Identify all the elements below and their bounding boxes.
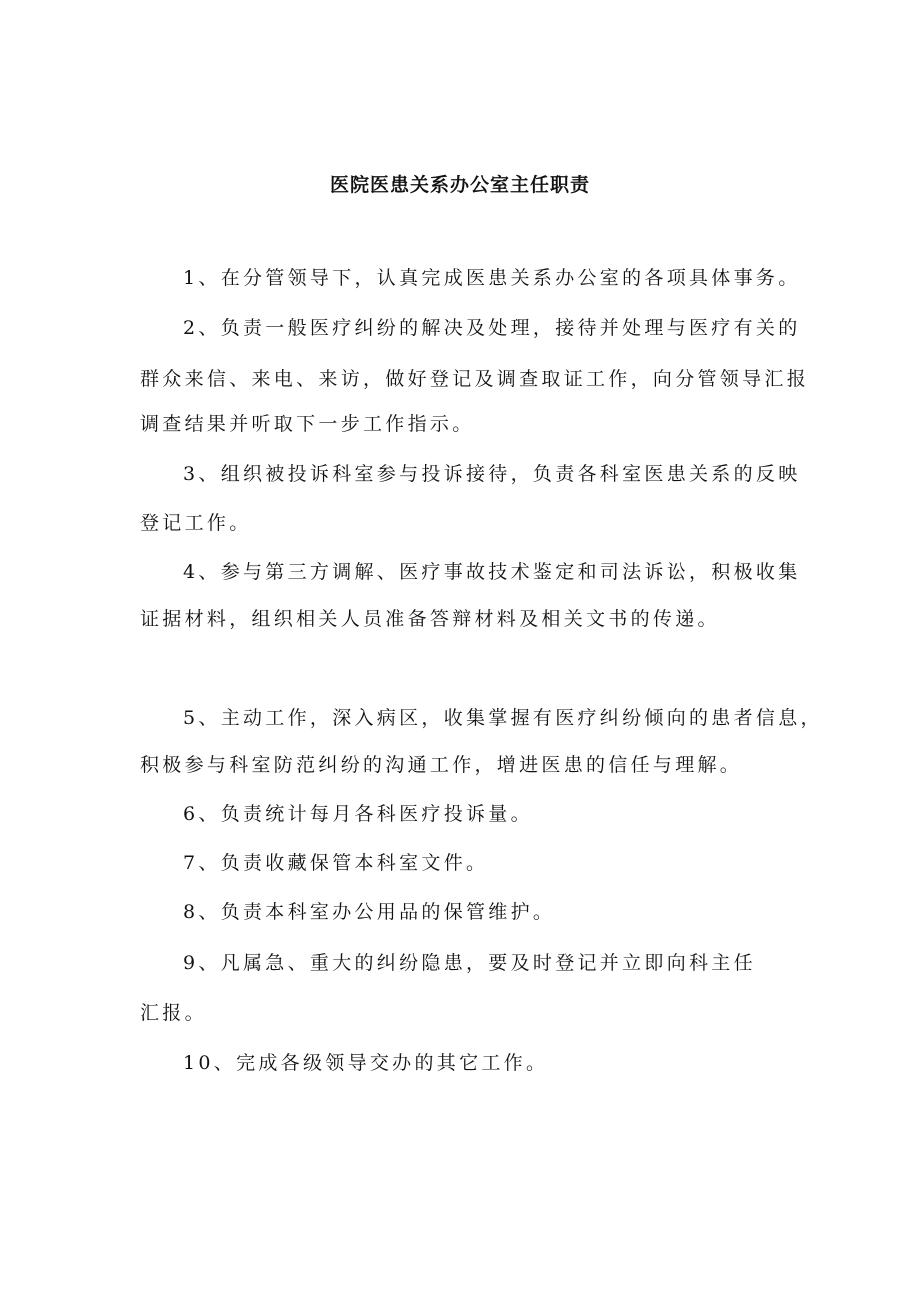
duty-item-3: 3、组织被投诉科室参与投诉接待，负责各科室医患关系的反映 — [183, 463, 801, 485]
duty-item-2: 2、负责一般医疗纠纷的解决及处理，接待并处理与医疗有关的 — [183, 317, 801, 339]
duty-item-7: 7、负责收藏保管本科室文件。 — [183, 852, 489, 874]
duty-item-3-cont: 登记工作。 — [140, 512, 252, 534]
duty-item-6: 6、负责统计每月各科医疗投诉量。 — [183, 803, 533, 825]
duty-item-9: 9、凡属急、重大的纠纷隐患，要及时登记并立即向科主任 — [183, 952, 756, 974]
duty-item-5: 5、主动工作，深入病区，收集掌握有医疗纠纷倾向的患者信息， — [183, 707, 823, 729]
duty-item-4: 4、参与第三方调解、医疗事故技术鉴定和司法诉讼，积极收集 — [183, 561, 801, 583]
duty-item-2-cont-2: 调查结果并听取下一步工作指示。 — [140, 413, 475, 435]
duty-item-9-cont: 汇报。 — [140, 1002, 207, 1024]
duty-item-5-cont: 积极参与科室防范纠纷的沟通工作，增进医患的信任与理解。 — [140, 754, 743, 776]
duty-item-2-cont-1: 群众来信、来电、来访，做好登记及调查取证工作，向分管领导汇报 — [140, 368, 810, 390]
duty-item-10: 10、完成各级领导交办的其它工作。 — [183, 1052, 549, 1074]
duty-item-1: 1、在分管领导下，认真完成医患关系办公室的各项具体事务。 — [183, 267, 801, 289]
duty-item-4-cont: 证据材料，组织相关人员准备答辩材料及相关文书的传递。 — [140, 608, 720, 630]
document-title: 医院医患关系办公室主任职责 — [329, 174, 590, 196]
duty-item-8: 8、负责本科室办公用品的保管维护。 — [183, 901, 556, 923]
